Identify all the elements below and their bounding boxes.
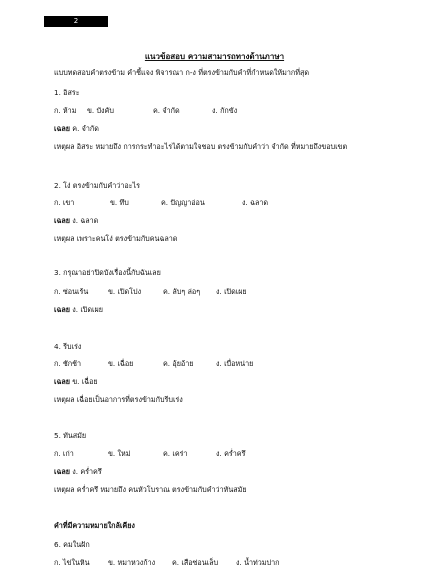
answer-value: ข. เฉื่อย <box>72 377 98 386</box>
page-heading: แนวข้อสอบ ความสามารถทางด้านภาษา <box>144 52 285 61</box>
option-a: ก. ห้าม <box>54 106 77 115</box>
option-d: ง. น้ำท่วมปาก <box>236 558 280 567</box>
question-4-title: 4. รีบเร่ง <box>54 342 82 351</box>
answer-value: ง. คร่ำครึ <box>72 467 102 476</box>
answer-label: เฉลย <box>54 467 70 476</box>
option-b: ข. ใหม่ <box>108 449 131 458</box>
answer-label: เฉลย <box>54 216 70 225</box>
option-a: ก. ซ่อนเร้น <box>54 287 89 296</box>
question-4-answer <box>54 377 98 387</box>
option-b: ข. เฉื่อย <box>108 359 134 368</box>
option-b: ข. เปิดโปง <box>108 287 142 296</box>
option-c: ค. ลับๆ ล่อๆ <box>163 287 201 296</box>
question-5-reason: เหตุผล คร่ำครึ หมายถึง คนหัวโบราณ ตรงข้ามกับคำว่าทันสมัย <box>54 485 247 494</box>
question-6-title: 6. คมในฝัก <box>54 540 90 549</box>
option-a: ก. เขา <box>54 198 75 207</box>
instruction-text: แบบทดสอบคำตรงข้าม คำชี้แจง พิจารณา ก-ง ที่ตรงข้ามกับคำที่กำหนดให้มากที่สุด <box>54 68 310 77</box>
question-1-answer <box>54 124 99 134</box>
section-2-title: คำที่มีความหมายใกล้เคียง <box>54 521 135 530</box>
answer-label: เฉลย <box>54 305 70 314</box>
option-d: ง. เปิดเผย <box>216 287 247 296</box>
answer-value: ง. เปิดเผย <box>72 305 103 314</box>
question-5-title: 5. ทันสมัย <box>54 431 87 440</box>
option-b: ข. หมาหวงก้าง <box>108 558 156 567</box>
question-1-title: 1. อิสระ <box>54 88 80 97</box>
option-a: ก. ไข่ในหิน <box>54 558 90 567</box>
answer-value: ค. จำกัด <box>72 124 99 133</box>
question-4-reason: เหตุผล เฉื่อยเป็นอาการที่ตรงข้ามกับรีบเร่ง <box>54 395 183 404</box>
answer-label: เฉลย <box>54 377 70 386</box>
option-c: ค. เสือซ่อนเล็บ <box>172 558 219 567</box>
question-2-title: 2. โง่ ตรงข้ามกับคำว่าอะไร <box>54 181 141 190</box>
answer-value: ง. ฉลาด <box>72 216 99 225</box>
answer-label: เฉลย <box>54 124 70 133</box>
question-2-answer <box>54 216 98 226</box>
option-c: ค. ปัญญาอ่อน <box>161 198 205 207</box>
question-5-answer <box>54 467 102 477</box>
option-d: ง. ฉลาด <box>242 198 269 207</box>
question-3-answer <box>54 305 103 315</box>
option-d: ง. เบื่อหน่าย <box>216 359 254 368</box>
option-d: ง. คร่ำครึ <box>216 449 246 458</box>
page-number-badge: 2 <box>44 16 108 27</box>
option-c: ค. อุ้ยอ้าย <box>163 359 194 368</box>
option-b: ข. ทึบ <box>110 198 129 207</box>
option-c: ค. จำกัด <box>153 106 180 115</box>
option-a: ก. เก่า <box>54 449 74 458</box>
question-2-reason: เหตุผล เพราะคนโง่ ตรงข้ามกับคนฉลาด <box>54 234 178 243</box>
question-3-title: 3. กรุณาอย่าปิดบังเรื่องนี้กับฉันเลย <box>54 268 161 277</box>
question-1-reason: เหตุผล อิสระ หมายถึง การกระทำอะไรได้ตามใจชอบ ตรงข้ามกับคำว่า จำกัด ที่หมายถึงขอบเขต <box>54 142 348 151</box>
option-c: ค. เคร่า <box>163 449 188 458</box>
option-a: ก. ชักช้า <box>54 359 82 368</box>
option-b: ข. บังคับ <box>87 106 114 115</box>
option-d: ง. กักขัง <box>212 106 238 115</box>
